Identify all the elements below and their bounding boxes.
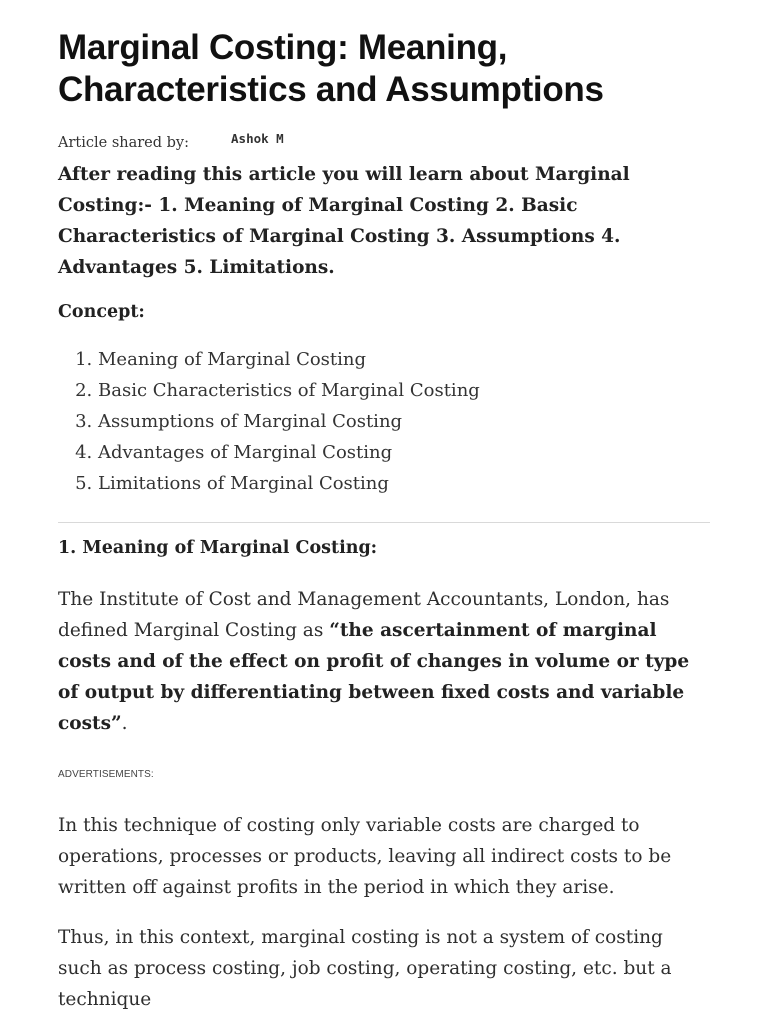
toc-item-1[interactable]: 1. Meaning of Marginal Costing	[98, 344, 710, 375]
article-intro: After reading this article you will learn about Marginal Costing:- 1. Meaning of Marginal Costing 2. Basic Characteristics of Marginal Costing 3. Assumptions 4. Advantages 5. Limitations.	[58, 164, 630, 278]
toc-item-5[interactable]: 5. Limitations of Marginal Costing	[98, 468, 710, 499]
definition-quote: “the ascertainment of marginal costs and of the effect on profit of changes in volume or type of output by differentiating between fixed costs and variable costs”	[58, 620, 690, 734]
definition-lead: The Institute of Cost and Management Accountants, London, has defined Marginal Costing as	[58, 589, 670, 641]
table-of-contents	[58, 344, 710, 499]
concept-heading: Concept:	[58, 302, 145, 322]
technique-paragraph: In this technique of costing only variable costs are charged to operations, processes or products, leaving all indirect costs to be written off against profits in the period in which they arise.	[58, 815, 672, 898]
byline-label: Article shared by:	[58, 135, 190, 151]
article-title: Marginal Costing: Meaning, Characteristics and Assumptions	[58, 28, 604, 109]
byline	[58, 131, 710, 151]
author-name[interactable]: Ashok M	[231, 131, 284, 146]
section-divider	[58, 522, 710, 523]
toc-item-2[interactable]: 2. Basic Characteristics of Marginal Costing	[98, 375, 710, 406]
definition-end: .	[121, 713, 128, 734]
toc-item-3[interactable]: 3. Assumptions of Marginal Costing	[98, 406, 710, 437]
section-heading: 1. Meaning of Marginal Costing:	[58, 538, 378, 558]
definition-paragraph	[58, 584, 710, 739]
context-paragraph: Thus, in this context, marginal costing is not a system of costing such as process costing, job costing, operating costing, etc. but a technique	[58, 927, 672, 1010]
advertisements-label: ADVERTISEMENTS:	[58, 769, 154, 780]
toc-item-4[interactable]: 4. Advantages of Marginal Costing	[98, 437, 710, 468]
